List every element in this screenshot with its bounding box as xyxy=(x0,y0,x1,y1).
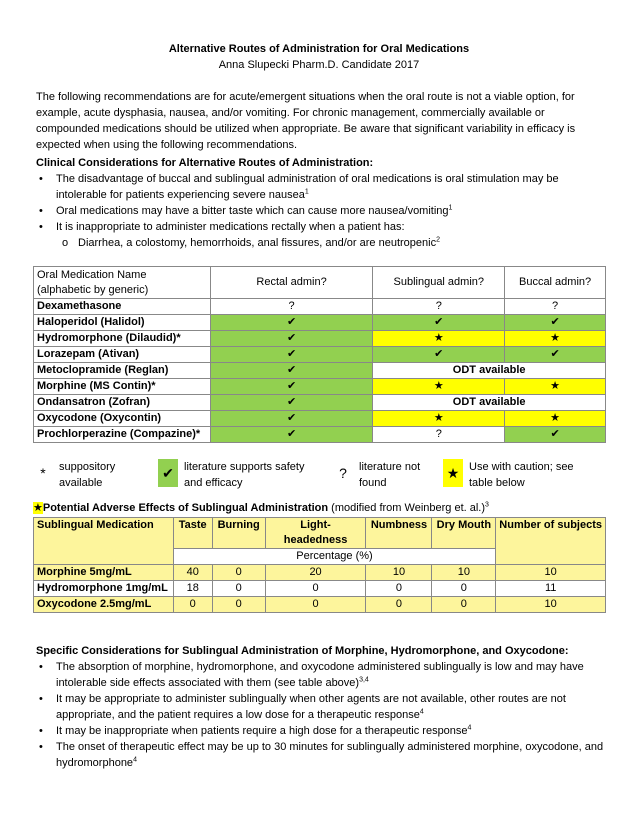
header-sublingual: Sublingual admin? xyxy=(373,267,505,299)
bullet-item xyxy=(36,219,606,235)
checkmark-icon: ✔ xyxy=(158,459,178,487)
bullet-text: It is inappropriate to administer medications rectally when a patient has: xyxy=(56,221,405,233)
medication-name: Morphine (MS Contin)* xyxy=(34,379,211,395)
legend-item xyxy=(33,459,115,491)
bullet-text: The absorption of morphine, hydromorphone, and oxycodone administered sublingually is low and may have intolerable side effects associated with them (see table above) xyxy=(56,661,584,689)
citation-ref: 4 xyxy=(133,756,137,764)
value-cell: 0 xyxy=(212,581,265,597)
value-cell: 40 xyxy=(173,565,212,581)
author: Anna Slupecki Pharm.D. Candidate 2017 xyxy=(218,59,420,71)
value-cell: 0 xyxy=(432,581,496,597)
header-lightheadedness: Light-headedness xyxy=(265,518,366,549)
sublingual-cell: ✔ xyxy=(373,315,505,331)
bullet-item xyxy=(36,659,606,691)
citation-ref: 2 xyxy=(436,236,440,244)
medication-name: Lorazepam (Ativan) xyxy=(34,347,211,363)
clinical-list xyxy=(36,171,606,251)
value-cell: 0 xyxy=(432,597,496,613)
legend-line: literature not xyxy=(359,461,421,473)
value-cell: 0 xyxy=(366,581,432,597)
bullet-text: It may be inappropriate when patients require a high dose for a therapeutic response xyxy=(56,725,468,737)
value-cell: 18 xyxy=(173,581,212,597)
header-dry-mouth: Dry Mouth xyxy=(432,518,496,549)
rectal-cell: ✔ xyxy=(210,395,373,411)
rectal-cell: ✔ xyxy=(210,363,373,379)
legend-line: available xyxy=(59,477,103,489)
table-row xyxy=(34,427,606,443)
medication-name: Hydromorphone 1mg/mL xyxy=(34,581,174,597)
odt-cell: ODT available xyxy=(373,395,606,411)
value-cell: 0 xyxy=(265,581,366,597)
document-title: Alternative Routes of Administration for Oral Medications xyxy=(168,43,470,55)
bullet-text: The disadvantage of buccal and sublingual administration of oral medications is oral stimulation may be intolerable for patients experiencing severe nausea xyxy=(56,173,559,201)
buccal-cell: ✔ xyxy=(505,315,606,331)
table-row xyxy=(34,565,606,581)
header-rectal: Rectal admin? xyxy=(210,267,373,299)
percentage-label: Percentage (%) xyxy=(173,549,496,565)
star-icon: ★ xyxy=(443,459,463,487)
medication-name: Metoclopramide (Reglan) xyxy=(34,363,211,379)
citation-ref: 1 xyxy=(304,188,309,196)
legend-item xyxy=(443,459,574,491)
table-row xyxy=(34,331,606,347)
adverse-header-row xyxy=(34,518,606,549)
value-cell: 0 xyxy=(212,565,265,581)
specific-heading: Specific Considerations for Sublingual Administration of Morphine, Hydromorphone, and Oxycodone: xyxy=(36,645,569,657)
sublingual-cell: ✔ xyxy=(373,347,505,363)
table-row xyxy=(34,411,606,427)
table-row xyxy=(34,347,606,363)
rectal-cell: ✔ xyxy=(210,347,373,363)
specific-considerations xyxy=(36,643,606,771)
buccal-cell: ✔ xyxy=(505,427,606,443)
bullet-item xyxy=(36,739,606,771)
value-cell: 10 xyxy=(432,565,496,581)
adverse-effects-table xyxy=(33,517,606,613)
header-burning: Burning xyxy=(212,518,265,549)
legend-line: and efficacy xyxy=(184,477,243,489)
bullet-item xyxy=(36,203,606,219)
legend-item xyxy=(333,459,420,491)
header-name-line2: (alphabetic by generic) xyxy=(37,283,149,296)
rectal-cell: ✔ xyxy=(210,331,373,347)
bullet-item xyxy=(36,691,606,723)
specific-list xyxy=(36,659,606,771)
legend-line: found xyxy=(359,477,387,489)
clinical-heading: Clinical Considerations for Alternative Routes of Administration: xyxy=(36,157,374,169)
legend-line: table below xyxy=(469,477,525,489)
medication-name: Prochlorperazine (Compazine)* xyxy=(34,427,211,443)
table-row xyxy=(34,315,606,331)
table-row xyxy=(34,363,606,379)
header-taste: Taste xyxy=(173,518,212,549)
sub-bullet-item xyxy=(36,235,606,251)
medication-name: Hydromorphone (Dilaudid)* xyxy=(34,331,211,347)
bullet-item xyxy=(36,171,606,203)
bullet-text: It may be appropriate to administer sublingually when other agents are not available, other routes are not appropriate, and the patient requires a low dose for a therapeutic response xyxy=(56,693,566,721)
header-medication: Sublingual Medication xyxy=(34,518,174,565)
sublingual-cell: ★ xyxy=(373,411,505,427)
buccal-cell: ★ xyxy=(505,331,606,347)
medication-name: Oxycodone (Oxycontin) xyxy=(34,411,211,427)
value-cell: 0 xyxy=(265,597,366,613)
rectal-cell: ✔ xyxy=(210,411,373,427)
legend-text xyxy=(184,459,304,491)
routes-header-row xyxy=(34,267,606,299)
header-buccal: Buccal admin? xyxy=(505,267,606,299)
adverse-title-text: Potential Adverse Effects of Sublingual Administration xyxy=(42,502,329,514)
medication-name: Oxycodone 2.5mg/mL xyxy=(34,597,174,613)
citation-ref: 4 xyxy=(467,724,472,732)
routes-table xyxy=(33,266,606,443)
buccal-cell: ★ xyxy=(505,411,606,427)
legend-text xyxy=(469,459,574,491)
legend-line: suppository xyxy=(59,461,116,473)
table-row xyxy=(34,299,606,315)
clinical-considerations xyxy=(36,155,606,251)
adverse-note: (modified from Weinberg et. al.) xyxy=(328,502,486,514)
rectal-cell: ✔ xyxy=(210,315,373,331)
rectal-cell: ✔ xyxy=(210,379,373,395)
legend-item xyxy=(158,459,304,491)
table-row xyxy=(34,597,606,613)
table-row xyxy=(34,379,606,395)
citation-ref: 1 xyxy=(448,204,453,212)
header-name-line1: Oral Medication Name xyxy=(37,268,147,281)
medication-name: Morphine 5mg/mL xyxy=(34,565,174,581)
adverse-ref: 3 xyxy=(485,501,489,509)
value-cell: 10 xyxy=(366,565,432,581)
bullet-text: Diarrhea, a colostomy, hemorrhoids, anal fissures, and/or are neutropenic xyxy=(78,237,437,249)
medication-name: Dexamethasone xyxy=(34,299,211,315)
sublingual-cell: ★ xyxy=(373,331,505,347)
sublingual-cell: ? xyxy=(373,427,505,443)
value-cell: 0 xyxy=(366,597,432,613)
buccal-cell: ★ xyxy=(505,379,606,395)
bullet-item xyxy=(36,723,606,739)
bullet-text: Oral medications may have a bitter taste which can cause more nausea/vomiting xyxy=(56,205,449,217)
legend-text xyxy=(59,459,115,491)
value-cell: 10 xyxy=(496,565,606,581)
legend-line: literature supports safety xyxy=(184,461,305,473)
citation-ref: 4 xyxy=(419,708,424,716)
value-cell: 0 xyxy=(173,597,212,613)
value-cell: 10 xyxy=(496,597,606,613)
value-cell: 0 xyxy=(212,597,265,613)
sublingual-cell: ★ xyxy=(373,379,505,395)
rectal-cell: ? xyxy=(210,299,373,315)
table-row xyxy=(34,395,606,411)
sublingual-cell: ? xyxy=(373,299,505,315)
buccal-cell: ✔ xyxy=(505,347,606,363)
adverse-title xyxy=(33,500,489,516)
intro-paragraph: The following recommendations are for acute/emergent situations when the oral route is not a viable option, for example, acute dysphasia, nausea, and/or vomiting. For chronic management, commercially available or compounded medications should be utilized when appropriate. Be aware that significant variability in efficacy is expected when using the following recommendations. xyxy=(36,91,576,151)
legend xyxy=(33,459,606,493)
table-row xyxy=(34,581,606,597)
asterisk-icon: * xyxy=(40,465,46,481)
value-cell: 20 xyxy=(265,565,366,581)
bullet-text: The onset of therapeutic effect may be up to 30 minutes for sublingually administered morphine, oxycodone, and hydromorphone xyxy=(56,741,604,769)
header-subjects: Number of subjects xyxy=(496,518,606,565)
legend-line: Use with caution; see xyxy=(469,461,574,473)
header-numbness: Numbness xyxy=(366,518,432,549)
medication-name: Haloperidol (Halidol) xyxy=(34,315,211,331)
header-name xyxy=(34,267,211,299)
question-icon: ? xyxy=(339,465,347,481)
value-cell: 11 xyxy=(496,581,606,597)
odt-cell: ODT available xyxy=(373,363,606,379)
rectal-cell: ✔ xyxy=(210,427,373,443)
legend-text xyxy=(359,459,420,491)
star-icon: ★ xyxy=(33,502,43,514)
buccal-cell: ? xyxy=(505,299,606,315)
citation-ref: 3,4 xyxy=(359,676,369,684)
medication-name: Ondansatron (Zofran) xyxy=(34,395,211,411)
